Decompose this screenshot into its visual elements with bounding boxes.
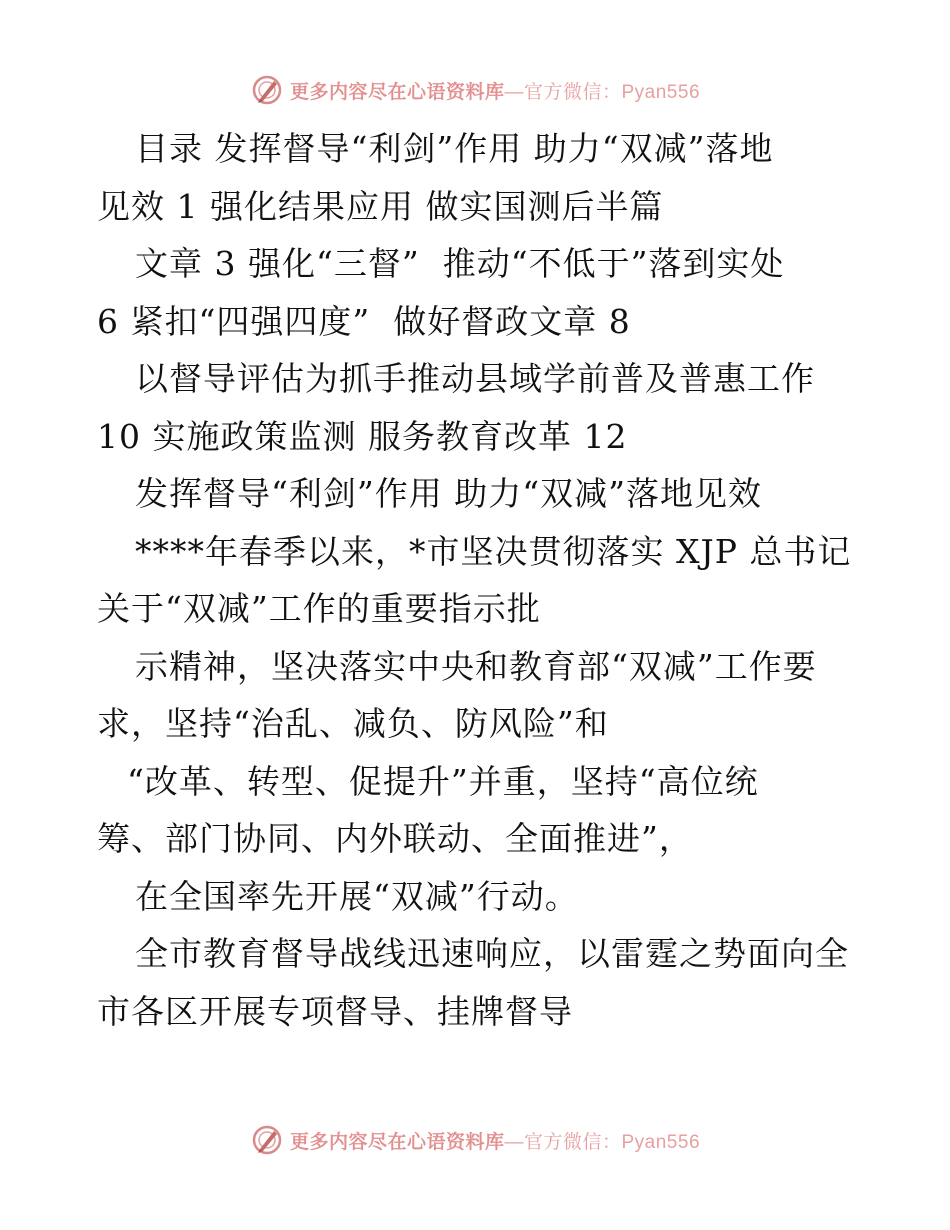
toc-line: 文章 3 强化“三督” 推动“不低于”落到实处 (135, 244, 785, 283)
paragraph-line: 示精神，坚决落实中央和教育部“双减”工作要 (135, 646, 817, 686)
watermark-text (290, 1127, 700, 1154)
paragraph-line: 关于“双减”工作的重要指示批 (97, 589, 541, 628)
toc-line: 目录 发挥督导“利剑”作用 助力“双减”落地 (135, 129, 774, 168)
toc-line: 6 紧扣“四强四度” 做好督政文章 8 (97, 301, 631, 341)
watermark-brand: 更多内容尽在心语资料库 (289, 1131, 505, 1153)
document-body (97, 120, 857, 1040)
paragraph-line: 在全国率先开展“双减”行动。 (135, 876, 579, 916)
paragraph-line: ****年春季以来，*市坚决贯彻落实 XJP 总书记 (135, 531, 852, 571)
watermark-brand: 更多内容尽在心语资料库 (289, 81, 505, 103)
footer-watermark (0, 1120, 950, 1160)
paragraph-line: 求，坚持“治乱、减负、防风险”和 (97, 704, 609, 743)
toc-line: 见效 1 强化结果应用 做实国测后半篇 (97, 186, 664, 226)
brand-logo-icon (250, 1123, 284, 1157)
brand-logo-icon (250, 73, 284, 107)
watermark-contact: —官方微信：Pyan556 (504, 81, 701, 103)
paragraph-line: 全市教育督导战线迅速响应，以雷霆之势面向全 (135, 934, 849, 973)
watermark-text (290, 77, 700, 104)
paragraph-line: 筹、部门协同、内外联动、全面推进”， (97, 819, 693, 858)
toc-line: 10 实施政策监测 服务教育改革 12 (97, 416, 628, 456)
toc-line: 以督导评估为抓手推动县域学前普及普惠工作 (135, 359, 815, 398)
section-title: 发挥督导“利剑”作用 助力“双减”落地见效 (135, 474, 762, 513)
header-watermark (0, 70, 950, 110)
paragraph-line: 市各区开展专项督导、挂牌督导 (97, 991, 573, 1031)
paragraph-line: “改革、转型、促提升”并重，坚持“高位统 (127, 761, 759, 801)
watermark-contact: —官方微信：Pyan556 (504, 1131, 701, 1153)
